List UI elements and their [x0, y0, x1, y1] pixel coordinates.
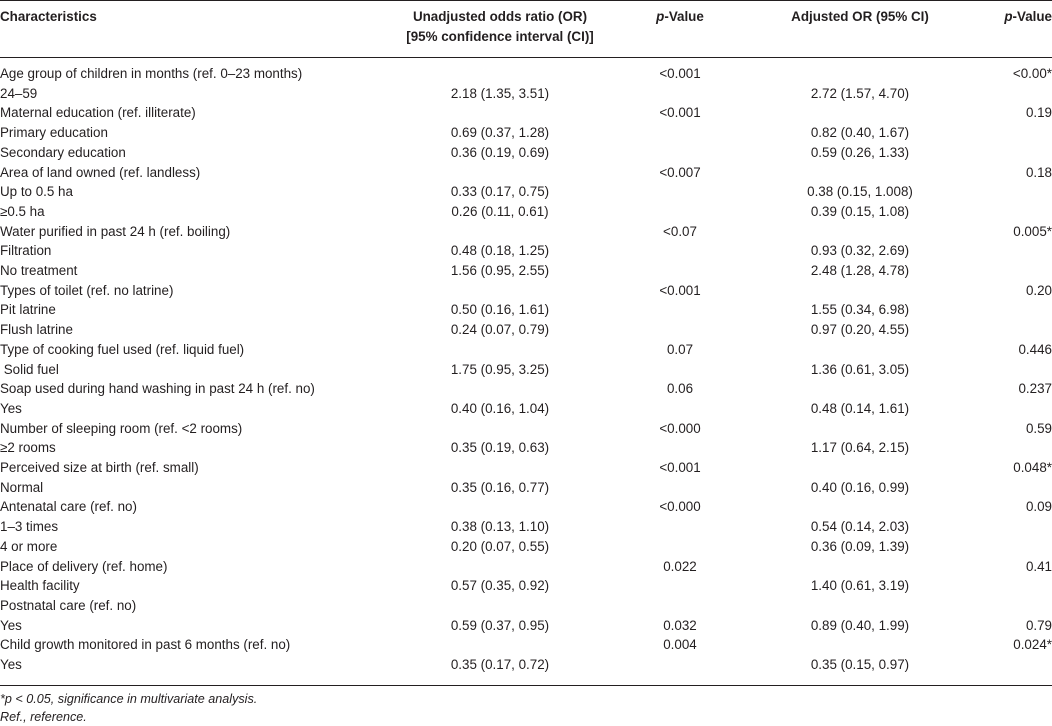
table-row — [0, 222, 1052, 242]
row-unadjusted-or: 0.48 (0.18, 1.25) — [450, 243, 550, 259]
row-unadjusted-or: 0.69 (0.37, 1.28) — [450, 125, 550, 141]
table-row — [0, 635, 1052, 655]
row-unadjusted-or: 0.40 (0.16, 1.04) — [450, 400, 550, 416]
row-characteristic: Age group of children in months (ref. 0–23 months) — [0, 66, 303, 81]
row-p-value-unadjusted: 0.07 — [666, 341, 694, 357]
header-characteristics: Characteristics — [0, 9, 97, 24]
row-p-value-unadjusted: <0.000 — [659, 499, 701, 515]
row-characteristic: 1–3 times — [0, 519, 59, 535]
table-top-rule — [0, 0, 1052, 1]
row-adjusted-or: 0.97 (0.20, 4.55) — [810, 322, 910, 338]
row-p-value-unadjusted: 0.004 — [663, 637, 697, 653]
row-p-value-adjusted: 0.20 — [1025, 282, 1052, 298]
row-characteristic: Primary education — [0, 125, 108, 141]
row-p-value-unadjusted: <0.007 — [659, 164, 701, 180]
row-adjusted-or: 0.54 (0.14, 2.03) — [810, 519, 910, 535]
row-characteristic: Type of cooking fuel used (ref. liquid fuel) — [0, 341, 245, 357]
table-row — [0, 458, 1052, 478]
table-row — [0, 261, 1052, 281]
row-adjusted-or: 2.48 (1.28, 4.78) — [810, 263, 910, 278]
table-row — [0, 64, 1052, 84]
row-characteristic: 24–59 — [0, 85, 38, 101]
row-adjusted-or: 0.39 (0.15, 1.08) — [810, 203, 910, 219]
row-unadjusted-or: 0.59 (0.37, 0.95) — [450, 617, 550, 633]
table-row — [0, 143, 1052, 163]
row-characteristic: ≥2 rooms — [0, 440, 56, 456]
row-characteristic: Yes — [0, 400, 22, 416]
row-p-value-unadjusted: <0.000 — [659, 420, 701, 436]
row-p-value-adjusted: 0.237 — [1018, 381, 1052, 397]
row-adjusted-or: 0.82 (0.40, 1.67) — [810, 125, 910, 141]
row-adjusted-or: 1.36 (0.61, 3.05) — [810, 361, 910, 377]
footnote-reference: Ref., reference. — [0, 710, 87, 724]
row-characteristic: Yes — [0, 617, 22, 633]
row-p-value-adjusted: 0.024* — [1013, 637, 1052, 653]
row-unadjusted-or: 0.38 (0.13, 1.10) — [450, 519, 550, 535]
row-characteristic: Types of toilet (ref. no latrine) — [0, 282, 174, 298]
table-row — [0, 123, 1052, 143]
table-row — [0, 340, 1052, 360]
row-p-value-adjusted: <0.00* — [1012, 66, 1052, 81]
header-unadjusted-line2: [95% confidence interval (CI)] — [406, 29, 594, 44]
row-p-value-unadjusted: 0.032 — [663, 617, 697, 633]
row-unadjusted-or: 0.50 (0.16, 1.61) — [450, 302, 550, 318]
row-p-value-adjusted: 0.59 — [1025, 420, 1052, 436]
header-p1-italic: p — [656, 9, 665, 24]
row-characteristic: Place of delivery (ref. home) — [0, 558, 168, 574]
row-adjusted-or: 0.38 (0.15, 1.008) — [807, 184, 913, 200]
row-characteristic: No treatment — [0, 263, 78, 278]
row-characteristic: Pit latrine — [0, 302, 56, 318]
row-adjusted-or: 0.59 (0.26, 1.33) — [810, 144, 910, 160]
row-adjusted-or: 0.35 (0.15, 0.97) — [810, 657, 910, 672]
header-p2-italic: p — [1004, 9, 1013, 24]
table-row — [0, 419, 1052, 439]
table-row — [0, 478, 1052, 498]
table-row — [0, 379, 1052, 399]
row-p-value-unadjusted: 0.06 — [666, 381, 694, 397]
row-adjusted-or: 1.40 (0.61, 3.19) — [810, 578, 910, 594]
header-p1-rest: -Value — [664, 9, 704, 24]
row-characteristic: Perceived size at birth (ref. small) — [0, 460, 199, 475]
row-unadjusted-or: 0.36 (0.19, 0.69) — [450, 144, 550, 160]
row-p-value-adjusted: 0.41 — [1025, 558, 1052, 574]
table-row — [0, 320, 1052, 340]
row-p-value-adjusted: 0.09 — [1025, 499, 1052, 515]
table-row — [0, 103, 1052, 123]
row-p-value-unadjusted: <0.001 — [659, 105, 701, 121]
row-adjusted-or: 0.93 (0.32, 2.69) — [810, 243, 910, 259]
row-p-value-adjusted: 0.79 — [1025, 617, 1052, 633]
row-p-value-unadjusted: <0.001 — [659, 460, 701, 475]
row-p-value-adjusted: 0.18 — [1025, 164, 1052, 180]
row-characteristic: Solid fuel — [0, 361, 59, 377]
header-unadjusted-line1: Unadjusted odds ratio (OR) — [412, 9, 588, 24]
table-row — [0, 517, 1052, 537]
table-row — [0, 281, 1052, 301]
row-unadjusted-or: 0.24 (0.07, 0.79) — [450, 322, 550, 338]
row-characteristic: Flush latrine — [0, 322, 73, 338]
header-unadjusted-or — [380, 7, 620, 47]
row-unadjusted-or: 0.20 (0.07, 0.55) — [450, 538, 550, 554]
row-characteristic: Maternal education (ref. illiterate) — [0, 105, 196, 121]
row-p-value-adjusted: 0.048* — [1013, 460, 1052, 475]
row-unadjusted-or: 0.57 (0.35, 0.92) — [450, 578, 550, 594]
row-adjusted-or: 1.55 (0.34, 6.98) — [810, 302, 910, 318]
table-row — [0, 497, 1052, 517]
table-row — [0, 84, 1052, 104]
table-row — [0, 655, 1052, 675]
table-row — [0, 537, 1052, 557]
table-row — [0, 182, 1052, 202]
row-characteristic: Postnatal care (ref. no) — [0, 597, 137, 613]
row-characteristic: Water purified in past 24 h (ref. boiling) — [0, 223, 231, 239]
table-row — [0, 596, 1052, 616]
header-p2-rest: -Value — [1012, 9, 1052, 24]
table-row — [0, 163, 1052, 183]
row-adjusted-or: 0.89 (0.40, 1.99) — [810, 617, 910, 633]
table-row — [0, 202, 1052, 222]
table-row — [0, 576, 1052, 596]
footnote-significance: *p < 0.05, significance in multivariate analysis. — [0, 692, 258, 706]
row-p-value-unadjusted: <0.001 — [659, 66, 701, 81]
row-characteristic: Normal — [0, 479, 44, 495]
header-p-value-adjusted — [952, 7, 1052, 27]
header-bottom-rule — [0, 57, 1052, 58]
row-adjusted-or: 0.48 (0.14, 1.61) — [810, 400, 910, 416]
table-row — [0, 241, 1052, 261]
row-p-value-unadjusted: <0.001 — [659, 282, 701, 298]
row-characteristic: Soap used during hand washing in past 24 h (ref. no) — [0, 381, 315, 397]
table-row — [0, 399, 1052, 419]
row-characteristic: Secondary education — [0, 144, 126, 160]
row-characteristic: Filtration — [0, 243, 52, 259]
row-unadjusted-or: 0.35 (0.19, 0.63) — [450, 440, 550, 456]
row-p-value-adjusted: 0.005* — [1013, 223, 1052, 239]
table-row — [0, 616, 1052, 636]
table-row — [0, 557, 1052, 577]
row-characteristic: Antenatal care (ref. no) — [0, 499, 137, 515]
header-p-value-unadjusted — [620, 7, 740, 27]
row-unadjusted-or: 1.75 (0.95, 3.25) — [450, 361, 550, 377]
table-row — [0, 300, 1052, 320]
row-adjusted-or: 0.40 (0.16, 0.99) — [810, 479, 910, 495]
row-characteristic: 4 or more — [0, 538, 58, 554]
table-row — [0, 438, 1052, 458]
row-p-value-adjusted: 0.446 — [1018, 341, 1052, 357]
row-adjusted-or: 1.17 (0.64, 2.15) — [810, 440, 910, 456]
row-characteristic: Health facility — [0, 578, 80, 594]
row-p-value-unadjusted: <0.07 — [663, 223, 697, 239]
row-adjusted-or: 0.36 (0.09, 1.39) — [810, 538, 910, 554]
row-unadjusted-or: 0.33 (0.17, 0.75) — [450, 184, 550, 200]
row-characteristic: Area of land owned (ref. landless) — [0, 164, 201, 180]
row-characteristic: Number of sleeping room (ref. <2 rooms) — [0, 420, 243, 436]
row-unadjusted-or: 0.26 (0.11, 0.61) — [451, 203, 549, 219]
row-characteristic: Child growth monitored in past 6 months (ref. no) — [0, 637, 291, 653]
header-adjusted-or: Adjusted OR (95% CI) — [791, 9, 929, 24]
row-characteristic: Yes — [0, 657, 22, 672]
row-unadjusted-or: 0.35 (0.17, 0.72) — [450, 657, 550, 672]
row-unadjusted-or: 0.35 (0.16, 0.77) — [450, 479, 550, 495]
table-bottom-rule — [0, 685, 1052, 686]
row-adjusted-or: 2.72 (1.57, 4.70) — [810, 85, 910, 101]
row-characteristic: ≥0.5 ha — [0, 203, 45, 219]
row-unadjusted-or: 2.18 (1.35, 3.51) — [450, 85, 550, 101]
row-unadjusted-or: 1.56 (0.95, 2.55) — [450, 263, 550, 278]
row-p-value-unadjusted: 0.022 — [663, 558, 697, 574]
row-characteristic: Up to 0.5 ha — [0, 184, 73, 200]
table-row — [0, 360, 1052, 380]
row-p-value-adjusted: 0.19 — [1025, 105, 1052, 121]
